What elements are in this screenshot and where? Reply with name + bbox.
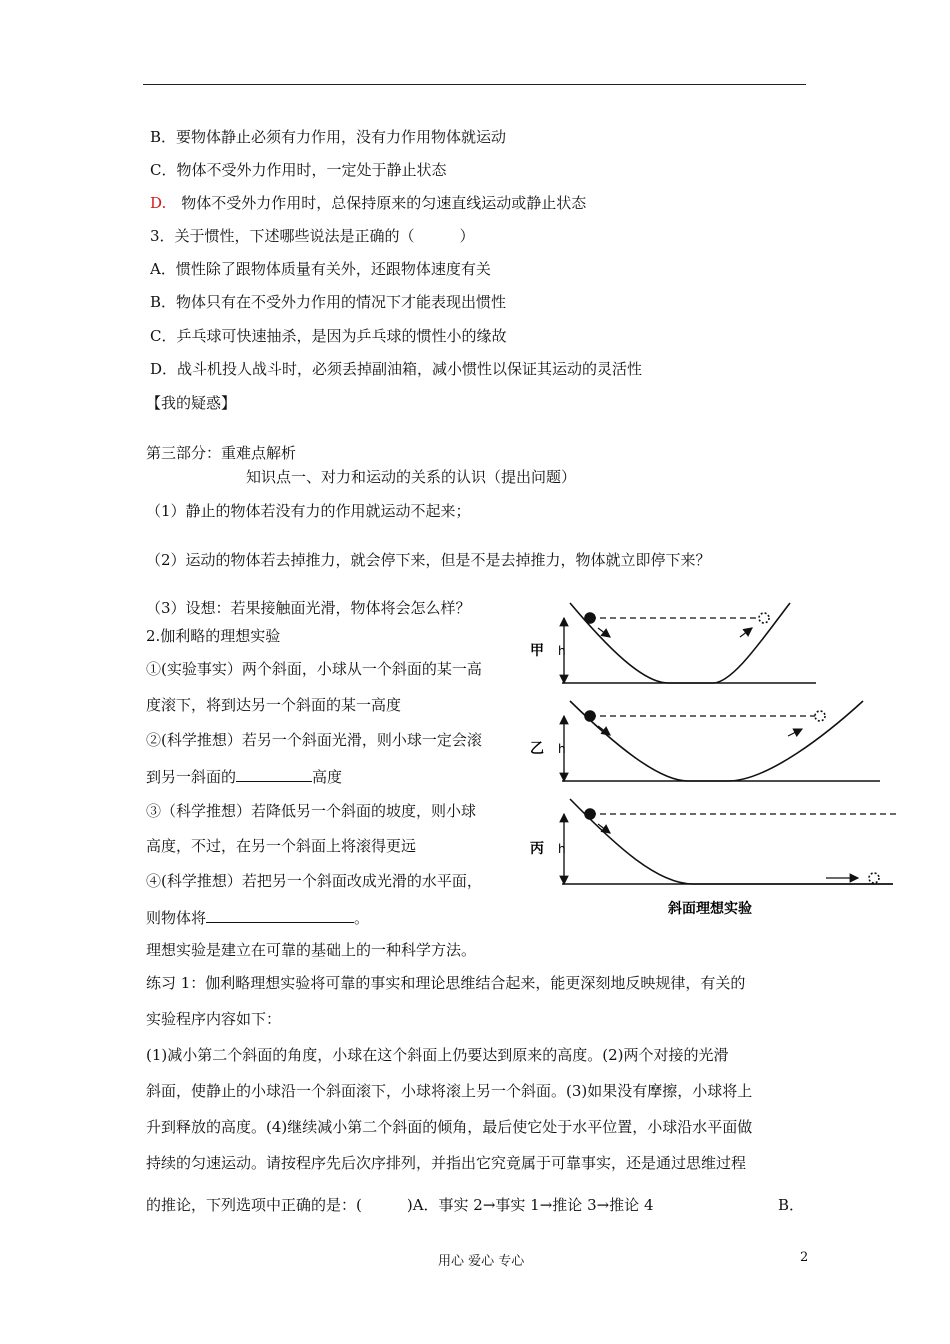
answer-blank-motion[interactable]: [206, 907, 354, 923]
step4-line2: [146, 907, 369, 928]
exercise-line-5: 升到释放的高度。(4)继续减小第二个斜面的倾角，最后使它处于水平位置，小球沿水平面做: [146, 1118, 753, 1136]
option-d-letter: D.: [150, 194, 167, 212]
panel-jia: [562, 603, 816, 683]
incline-experiment-figure: [528, 593, 903, 928]
exercise-line-4: 斜面，使静止的小球沿一个斜面滚下，小球将滚上另一个斜面。(3)如果没有摩擦，小球将上: [146, 1082, 753, 1100]
exercise-line-3: (1)减小第二个斜面的角度，小球在这个斜面上仍要达到原来的高度。(2)两个对接的光滑: [146, 1046, 729, 1064]
ideal-experiment-method: 理想实验是建立在可靠的基础上的一种科学方法。: [146, 941, 477, 959]
problem-1: （1）静止的物体若没有力的作用就运动不起来；: [146, 502, 471, 520]
knowledge-point-1: 知识点一、对力和运动的关系的认识（提出问题）: [246, 468, 577, 486]
q3-option-d: D．战斗机投人战斗时，必须丢掉副油箱，减小惯性以保证其运动的灵活性: [150, 360, 643, 378]
step2-post: 高度: [312, 768, 343, 786]
step4-line1: ④(科学推想）若把另一个斜面改成光滑的水平面，: [146, 872, 482, 890]
step3-line1: ③（科学推想）若降低另一个斜面的坡度，则小球: [146, 802, 477, 820]
step4-post: 。: [354, 909, 370, 927]
step1-line1: ①(实验事实）两个斜面，小球从一个斜面的某一高: [146, 660, 482, 678]
q3-option-a: A．惯性除了跟物体质量有关外，还跟物体速度有关: [150, 260, 491, 278]
header-rule: [143, 84, 806, 85]
panel-bing: [562, 799, 896, 884]
exercise-line-2: 实验程序内容如下：: [146, 1010, 282, 1028]
part3-title: 第三部分：重难点解析: [146, 444, 297, 462]
question-3-stem: 3．关于惯性，下述哪些说法是正确的（ ）: [150, 227, 475, 245]
height-label-jia: h: [558, 644, 566, 658]
label-jia: 甲: [530, 643, 544, 659]
step3-line2: 高度，不过，在另一个斜面上将滚得更远: [146, 837, 417, 855]
label-yi: 乙: [530, 741, 544, 757]
step2-line2: [146, 766, 342, 787]
panel-yi: [562, 701, 880, 781]
problem-3: （3）设想：若果接触面光滑，物体将会怎么样？: [146, 599, 471, 617]
exercise-line-1: 练习 1：伽利略理想实验将可靠的事实和理论思维结合起来，能更深刻地反映规律，有关的: [146, 974, 746, 992]
label-bing: 丙: [530, 841, 544, 857]
footer-slogan: 用心 爱心 专心: [438, 1254, 525, 1269]
step1-line2: 度滚下，将到达另一个斜面的某一高度: [146, 696, 402, 714]
height-label-yi: h: [558, 742, 566, 756]
q3-option-b: B．物体只有在不受外力作用的情况下才能表现出惯性: [150, 293, 507, 311]
figure-caption: 斜面理想实验: [668, 901, 752, 917]
exercise-line-7: 的推论，下列选项中正确的是：( )A．事实 2→事实 1→推论 3→推论 4: [146, 1196, 654, 1214]
step4-pre: 则物体将: [146, 909, 207, 927]
doubt-heading: 【我的疑惑】: [146, 394, 237, 412]
step2-line1: ②(科学推想）若另一个斜面光滑，则小球一定会滚: [146, 731, 482, 749]
option-d: [150, 193, 586, 213]
answer-blank-height[interactable]: [236, 766, 312, 782]
galileo-title: 2.伽利略的理想实验: [146, 627, 281, 645]
q3-option-c: C．乒乓球可快速抽杀，是因为乒乓球的惯性小的缘故: [150, 327, 507, 345]
height-label-bing: h: [558, 842, 566, 856]
exercise-option-b: B．: [778, 1196, 805, 1214]
option-b: B．要物体静止必须有力作用，没有力作用物体就运动: [150, 128, 507, 146]
option-c: C．物体不受外力作用时，一定处于静止状态: [150, 161, 447, 179]
page-number: 2: [800, 1250, 809, 1265]
option-d-text: 物体不受外力作用时，总保持原来的匀速直线运动或静止状态: [181, 194, 587, 212]
problem-2: （2）运动的物体若去掉推力，就会停下来，但是不是去掉推力，物体就立即停下来？: [146, 551, 711, 569]
step2-pre: 到另一斜面的: [146, 768, 237, 786]
exercise-line-6: 持续的匀速运动。请按程序先后次序排列，并指出它究竟属于可靠事实，还是通过思维过程: [146, 1154, 747, 1172]
